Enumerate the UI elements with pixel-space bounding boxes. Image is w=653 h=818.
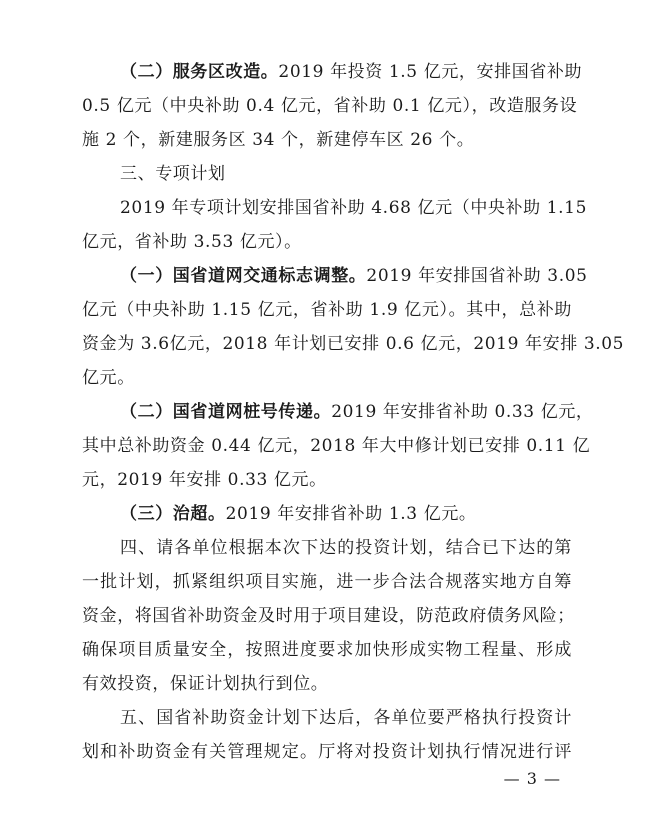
text: 2019 年安排省补助 0.33 亿元， xyxy=(331,402,594,422)
paragraph-item-four-line-2: 一批计划，抓紧组织项目实施，进一步合法合规落实地方自筹 xyxy=(82,572,572,592)
paragraph-item-five-line-1: 五、国省补助资金计划下达后，各单位要严格执行投资计 xyxy=(120,708,572,728)
paragraph-service-area-line-2: 0.5 亿元（中央补助 0.4 亿元，省补助 0.1 亿元），改造服务设 xyxy=(82,96,578,116)
paragraph-traffic-signs-line-2: 亿元（中央补助 1.15 亿元，省补助 1.9 亿元）。其中，总补助 xyxy=(82,300,572,320)
paragraph-item-four-line-1: 四、请各单位根据本次下达的投资计划，结合已下达的第 xyxy=(120,538,572,558)
paragraph-traffic-signs-line-1 xyxy=(120,266,588,286)
paragraph-overload-control xyxy=(120,504,572,524)
text: 2019 年投资 1.5 亿元，安排国省补助 xyxy=(278,62,583,82)
heading-overload-control: （三）治超。 xyxy=(120,504,226,524)
text: 2019 年安排国省补助 3.05 xyxy=(366,266,588,286)
paragraph-stake-number-line-3: 元，2019 年安排 0.33 亿元。 xyxy=(82,470,327,490)
paragraph-stake-number-line-1 xyxy=(120,402,594,422)
section-heading-special-plan: 三、专项计划 xyxy=(120,164,226,184)
heading-stake-number: （二）国省道网桩号传递。 xyxy=(120,402,332,422)
paragraph-traffic-signs-line-3: 资金为 3.6亿元，2018 年计划已安排 0.6 亿元，2019 年安排 3.05 xyxy=(82,334,625,354)
paragraph-special-plan-line-2: 亿元，省补助 3.53 亿元）。 xyxy=(82,232,302,252)
heading-service-area: （二）服务区改造。 xyxy=(120,62,279,82)
paragraph-special-plan-line-1: 2019 年专项计划安排国省补助 4.68 亿元（中央补助 1.15 xyxy=(120,198,587,218)
paragraph-service-area-line-3: 施 2 个，新建服务区 34 个，新建停车区 26 个。 xyxy=(82,130,475,150)
text: 2019 年安排省补助 1.3 亿元。 xyxy=(225,504,477,524)
paragraph-traffic-signs-line-4: 亿元。 xyxy=(82,368,135,388)
paragraph-item-five-line-2: 划和补助资金有关管理规定。厅将对投资计划执行情况进行评 xyxy=(82,742,572,762)
paragraph-item-four-line-4: 确保项目质量安全，按照进度要求加快形成实物工程量、形成 xyxy=(82,640,572,660)
heading-traffic-signs: （一）国省道网交通标志调整。 xyxy=(120,266,367,286)
paragraph-item-four-line-5: 有效投资，保证计划执行到位。 xyxy=(82,674,329,694)
paragraph-item-four-line-3: 资金，将国省补助资金及时用于项目建设，防范政府债务风险； xyxy=(82,606,575,626)
page-number: — 3 — xyxy=(503,769,561,788)
paragraph-stake-number-line-2: 其中总补助资金 0.44 亿元，2018 年大中修计划已安排 0.11 亿 xyxy=(82,436,591,456)
paragraph-service-area-line-1 xyxy=(120,62,583,82)
